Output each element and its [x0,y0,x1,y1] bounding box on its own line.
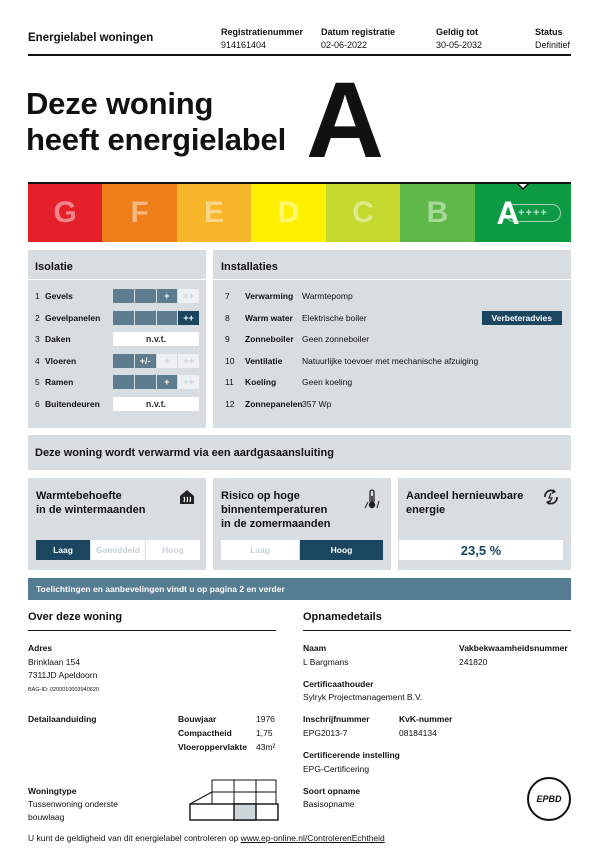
row-label: Ventilatie [245,355,283,366]
certificaathouder-label: Certificaathouder [303,679,374,689]
row-label: Gevels [45,291,73,301]
scale-segment-b [400,184,474,242]
adres-line1: Brinklaan 154 [28,657,80,667]
isolatie-rows [35,289,206,419]
rating-text: n.v.t. [113,397,199,411]
heating-note [28,435,571,470]
epbd-logo [527,777,571,821]
scale-segment-g [28,184,102,242]
row-number: 8 [225,312,230,323]
option-gemiddeld: Gemiddeld [91,540,145,560]
isolatie-rating [113,375,199,389]
rating-cell: +/- [135,354,156,368]
isolatie-row [35,311,100,325]
inschrijfnummer-value: EPG2013-7 [303,728,348,738]
header-datum-registratie: Datum registratie 02-06-2022 [321,27,396,50]
row-number: 12 [225,398,235,409]
row-label: Daken [45,334,71,344]
adres-label: Adres [28,643,53,653]
installatie-row [225,289,570,303]
scale-letter: F [130,196,149,229]
certificaathouder-value: Sylryk Projectmanagement B.V. [303,692,423,702]
woningtype-line2: bouwlaag [28,812,65,822]
row-label: Zonnepanelen [245,398,303,409]
row-label: Verwarming [245,291,294,301]
scale-letter: G [53,196,77,229]
row-value: 357 Wp [302,398,332,409]
row-number: 7 [225,291,230,301]
hernieuwbaar-title: Aandeel hernieuwbare energie [406,490,524,516]
isolatie-rating [113,354,199,368]
row-number: 5 [35,377,40,387]
heating-note-text: Deze woning wordt verwarmd via een aardgasaansluiting [35,446,334,459]
soort-opname-value: Basisopname [303,799,355,809]
rating-cell [135,311,156,325]
instelling-label: Certificerende instelling [303,750,400,760]
scale-segment-f [102,184,176,242]
thermometer-icon [363,488,381,510]
rating-cell: + [157,354,178,368]
row-label: Ramen [45,377,74,387]
rating-cell: ++ [178,289,199,303]
installatie-row [225,375,570,389]
naam-value: L Bargmans [303,657,349,667]
kvk-label: KvK-nummer [399,714,453,724]
isolatie-rating [113,332,199,346]
scale-segment-c [326,184,400,242]
hero-label-letter: A [306,59,384,180]
option-hoog: Hoog [146,540,200,560]
isolatie-panel [28,250,206,428]
scale-letter: D [277,196,300,229]
divider [28,630,276,631]
rating-cell [113,311,134,325]
document-title: Energielabel woningen [28,32,154,44]
woningtype-label: Woningtype [28,786,77,796]
rating-cell [157,311,178,325]
row-number: 2 [35,312,40,323]
detail-label: Detailaanduiding [28,714,97,724]
risico-scale [221,540,383,560]
scale-segment-d [251,184,325,242]
isolatie-rating [113,397,199,411]
row-number: 3 [35,334,40,344]
soort-opname-label: Soort opname [303,786,361,796]
over-title: Over deze woning [28,611,123,623]
bouwjaar-label: Bouwjaar [178,714,217,724]
row-number: 1 [35,291,40,301]
option-laag: Laag [36,540,90,560]
compactheid-value: 1,75 [256,728,273,738]
row-value: Warmtepomp [302,291,353,301]
hernieuwbaar-value: 23,5 % [399,540,563,560]
kvk-value: 08184134 [399,728,437,738]
verbeteradvies-badge: Verbeteradvies [482,311,562,325]
vloeroppervlakte-value: 43m² [256,742,276,752]
header-status: Status Definitief [535,27,571,50]
installaties-rows [225,289,571,419]
row-label: Vloeren [45,355,77,366]
header-registratienummer: Registratienummer 914161404 [221,27,304,50]
scale-letter: E [204,196,225,229]
rating-cell: + [157,375,178,389]
inschrijfnummer-label: Inschrijfnummer [303,714,370,724]
house-heating-icon [178,488,196,506]
plus-rating: ++++ [505,204,561,222]
scale-segment-a [475,184,571,242]
divider [213,279,571,280]
isolatie-row [35,375,73,389]
row-label: Koeling [245,377,277,387]
scale-top-rule [28,182,571,184]
renewable-icon [541,487,561,507]
risico-title: Risico op hoge binnentemperaturen in de zomermaanden [221,490,331,530]
row-number: 9 [225,334,230,344]
hernieuwbaar-box [398,478,571,570]
info-banner: Toelichtingen en aanbevelingen vindt u op pagina 2 en verder [28,578,571,600]
scale-letter: C [352,196,374,229]
row-number: 11 [225,377,234,387]
rating-cell [113,375,134,389]
row-label: Buitendeuren [45,398,100,409]
isolatie-row [35,289,73,303]
row-number: 6 [35,398,40,409]
isolatie-title: Isolatie [35,261,73,273]
row-value: Geen koeling [302,377,353,387]
scale-letter: A [496,194,520,231]
epbd-logo-text: EPBD [536,794,562,804]
instelling-value: EPG-Certificering [303,764,370,774]
compactheid-label: Compactheid [178,728,232,738]
isolatie-rating [113,311,199,325]
installaties-panel [213,250,571,428]
footer-text: U kunt de geldigheid van dit energielabel controleren op www.ep-online.nl/ControlerenEchtheid [28,833,385,843]
vakbekwaamheid-value: 241820 [459,657,488,667]
bouwjaar-value: 1976 [256,714,275,724]
row-number: 10 [225,355,235,366]
rating-cell: ++ [178,375,199,389]
isolatie-row [35,397,100,411]
verification-link[interactable]: www.ep-online.nl/ControlerenEchtheid [240,833,385,843]
naam-label: Naam [303,643,327,653]
option-laag: Laag [221,540,299,560]
warmtebehoefte-scale [36,540,200,560]
vloeroppervlakte-label: Vloeroppervlakte [178,742,247,752]
woningtype-line1: Tussenwoning onderste [28,799,118,809]
rating-cell [113,289,134,303]
energy-label-scale [28,184,571,242]
risico-box [213,478,391,570]
option-hoog: Hoog [300,540,383,560]
header-geldig-tot: Geldig tot 30-05-2032 [436,27,483,50]
divider [28,279,206,280]
warmtebehoefte-box [28,478,206,570]
vakbekwaamheid-label: Vakbekwaamheidsnummer [459,643,568,653]
hero-title: Deze woning heeft energielabel [26,86,286,157]
rating-cell: + [157,289,178,303]
rating-cell: ++ [178,354,199,368]
opname-title: Opnamedetails [303,611,382,623]
rating-cell: ++ [178,311,199,325]
row-label: Gevelpanelen [45,312,101,323]
building-diagram-icon [188,778,280,822]
installatie-row [225,332,570,346]
rating-cell [135,375,156,389]
adres-line2: 7311JD Apeldoorn [28,670,98,680]
divider [303,630,571,631]
scale-letter: B [426,196,449,229]
installatie-row [225,354,570,368]
row-value: Natuurlijke toevoer met mechanische afzuiging [302,355,479,366]
rating-cell [135,289,156,303]
rating-cell [113,354,134,368]
installaties-title: Installaties [221,261,278,273]
isolatie-row [35,332,71,346]
row-label: Warm water [245,312,293,323]
rating-text: n.v.t. [113,332,199,346]
row-label: Zonneboiler [245,334,294,344]
installatie-row [225,311,570,325]
isolatie-row [35,354,76,368]
row-number: 4 [35,355,40,366]
installatie-row [225,397,570,411]
row-value: Elektrische boiler [302,312,367,323]
scale-segment-e [177,184,251,242]
row-value: Geen zonneboiler [302,334,370,344]
header-rule [28,54,571,56]
bag-id: BAG-ID: 0200010003940620 [28,687,99,693]
warmtebehoefte-title: Warmtebehoefte in de wintermaanden [36,490,146,516]
isolatie-rating [113,289,199,303]
